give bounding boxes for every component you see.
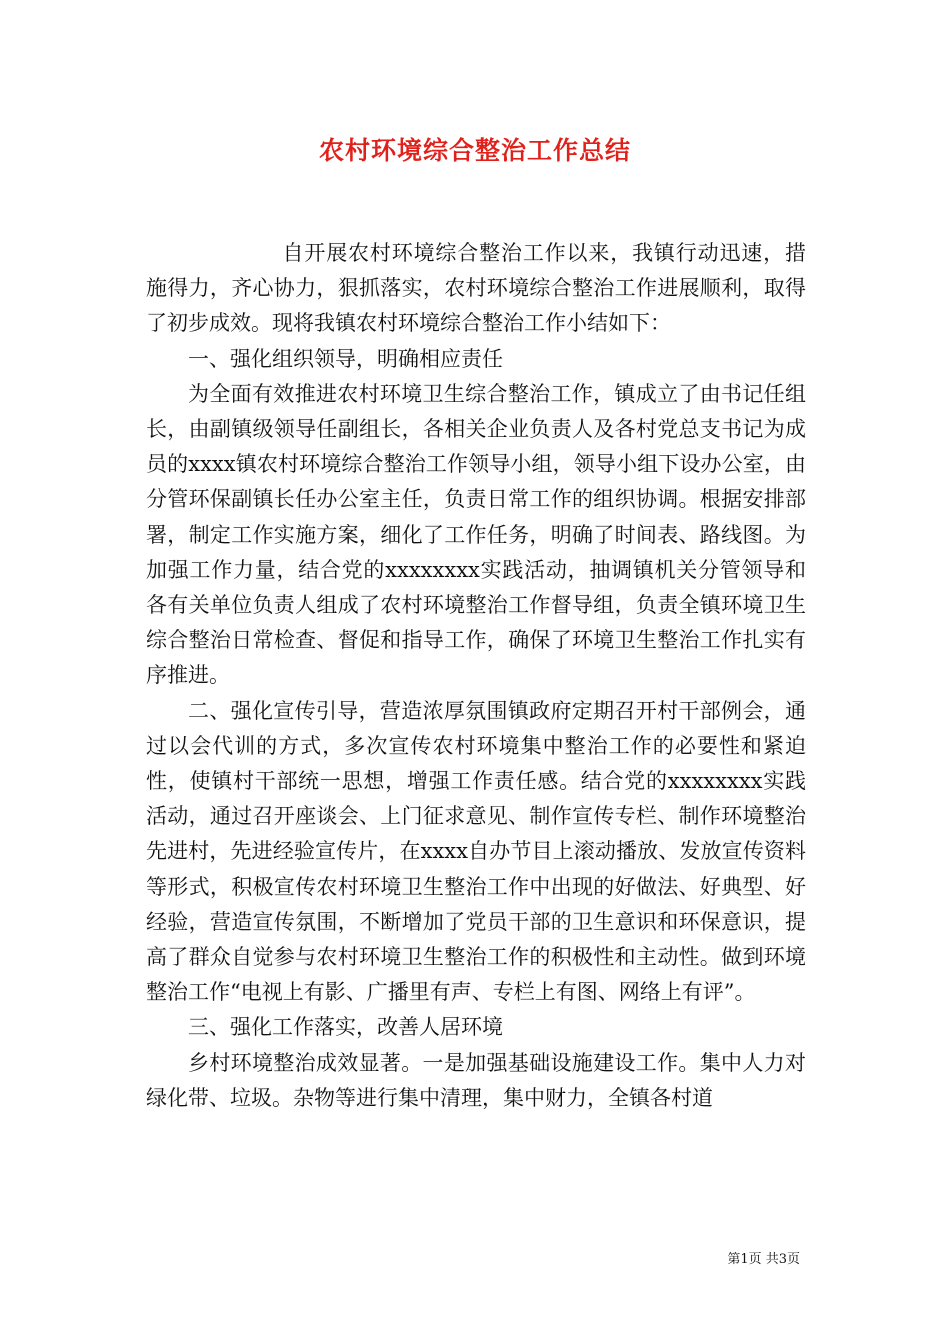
paragraph-section-2: 二、强化宣传引导，营造浓厚氛围镇政府定期召开村干部例会，通过以会代训的方式，多次宣传农村环境集中整治工作的必要性和紧迫性，使镇村干部统一思想，增强工作责任感。结合党的xxxxxxxx实践活动，通过召开座谈会、上门征求意见、制作宣传专栏、制作环境整治先进村，先进经验宣传片，在xxxx自办节目上滚动播放、发放宣传资料等形式，积极宣传农村环境卫生整治工作中出现的好做法、好典型、好经验，营造宣传氛围，不断增加了党员干部的卫生意识和环保意识，提高了群众自觉参与农村环境卫生整治工作的积极性和主动性。做到环境整治工作“电视上有影、广播里有声、专栏上有图、网络上有评”。 [146, 698, 806, 1005]
section-heading-1: 一、强化组织领导，明确相应责任 [188, 346, 503, 371]
section-heading-3: 三、强化工作落实，改善人居环境 [188, 1015, 503, 1040]
document-title: 农村环境综合整治工作总结 [318, 136, 631, 165]
paragraph-section-3: 乡村环境整治成效显著。一是加强基础设施建设工作。集中人力对绿化带、垃圾。杂物等进行集中清理，集中财力，全镇各村道 [146, 1050, 806, 1110]
document-body [146, 236, 806, 1116]
paragraph-intro: 自开展农村环境综合整治工作以来，我镇行动迅速，措施得力，齐心协力，狠抓落实，农村环境综合整治工作进展顺利，取得了初步成效。现将我镇农村环境综合整治工作小结如下： [146, 241, 806, 336]
page-number: 第1页 共3页 [727, 1252, 800, 1267]
paragraph-section-1: 为全面有效推进农村环境卫生综合整治工作，镇成立了由书记任组长，由副镇级领导任副组长，各相关企业负责人及各村党总支书记为成员的xxxx镇农村环境综合整治工作领导小组，领导小组下设办公室，由分管环保副镇长任办公室主任，负责日常工作的组织协调。根据安排部署，制定工作实施方案，细化了工作任务，明确了时间表、路线图。为加强工作力量，结合党的xxxxxxxx实践活动，抽调镇机关分管领导和各有关单位负责人组成了农村环境整治工作督导组，负责全镇环境卫生综合整治日常检查、督促和指导工作，确保了环境卫生整治工作扎实有序推进。 [146, 381, 806, 688]
